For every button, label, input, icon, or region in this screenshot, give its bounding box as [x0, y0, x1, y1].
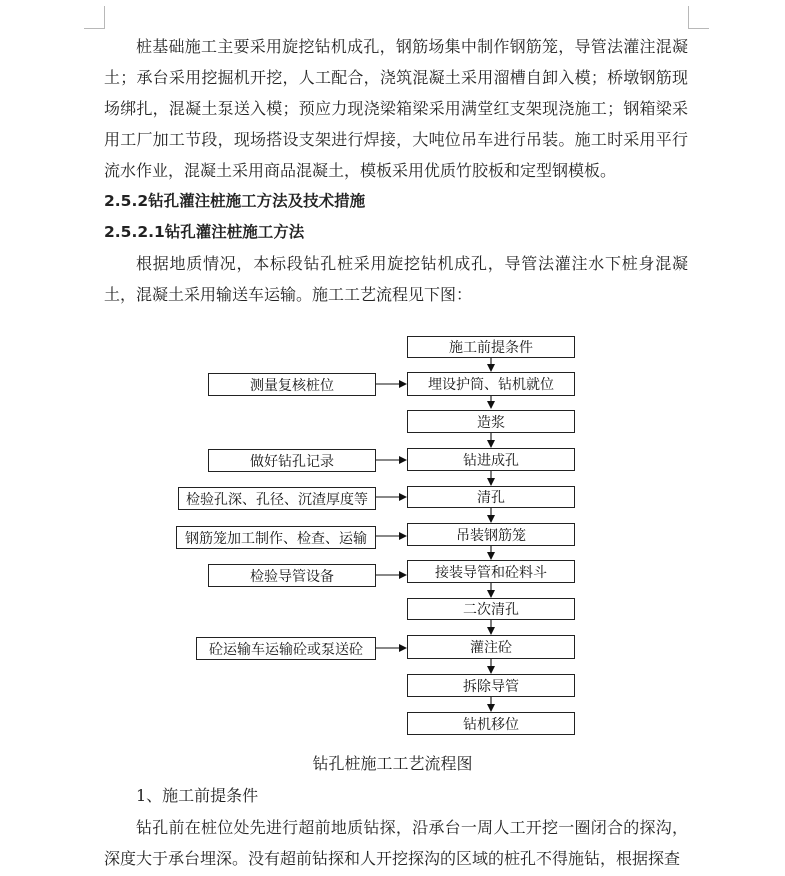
flow-step: 清孔: [407, 486, 575, 508]
list-item-heading: 1、施工前提条件: [136, 786, 259, 805]
subsection-heading: 2.5.2.1钻孔灌注桩施工方法: [104, 223, 305, 241]
method-paragraph: 根据地质情况，本标段钻孔桩采用旋挖钻机成孔，导管法灌注水下桩身混凝土，混凝土采用输送车运输。施工工艺流程见下图：: [104, 254, 688, 304]
flow-step: 造浆: [407, 410, 575, 433]
flow-step: 灌注砼: [407, 635, 575, 659]
flow-step: 接装导管和砼料斗: [407, 560, 575, 583]
side-input-box: 测量复核桩位: [208, 373, 376, 396]
flowchart-caption: 钻孔桩施工工艺流程图: [312, 754, 473, 773]
flow-step: 钻机移位: [407, 712, 575, 735]
side-input-box: 检验孔深、孔径、沉渣厚度等: [178, 487, 376, 510]
flow-step: 施工前提条件: [407, 336, 575, 358]
flow-step: 拆除导管: [407, 674, 575, 697]
section-heading: 2.5.2钻孔灌注桩施工方法及技术措施: [104, 192, 366, 210]
side-input-box: 检验导管设备: [208, 564, 376, 587]
flow-step: 吊装钢筋笼: [407, 523, 575, 546]
side-input-box: 做好钻孔记录: [208, 449, 376, 472]
flow-step: 二次清孔: [407, 598, 575, 620]
precondition-paragraph: 钻孔前在桩位处先进行超前地质钻探，沿承台一周人工开挖一圈闭合的探沟，深度大于承台埋深。没有超前钻探和人开挖探沟的区域的桩孔不得施钻，根据探查: [104, 818, 688, 868]
intro-paragraph: 桩基础施工主要采用旋挖钻机成孔，钢筋场集中制作钢筋笼，导管法灌注混凝土；承台采用挖掘机开挖，人工配合，浇筑混凝土采用溜槽自卸入模；桥墩钢筋现场绑扎，混凝土泵送入模；预应力现浇梁箱梁采用满堂红支架现浇施工；钢箱梁采用工厂加工节段，现场搭设支架进行焊接，大吨位吊车进行吊装。施工时采用平行流水作业，混凝土采用商品混凝土，模板采用优质竹胶板和定型钢模板。: [104, 37, 688, 180]
flow-step: 埋设护筒、钻机就位: [407, 372, 575, 396]
side-input-box: 钢筋笼加工制作、检查、运输: [176, 526, 376, 549]
side-input-box: 砼运输车运输砼或泵送砼: [196, 637, 376, 660]
flow-step: 钻进成孔: [407, 448, 575, 471]
